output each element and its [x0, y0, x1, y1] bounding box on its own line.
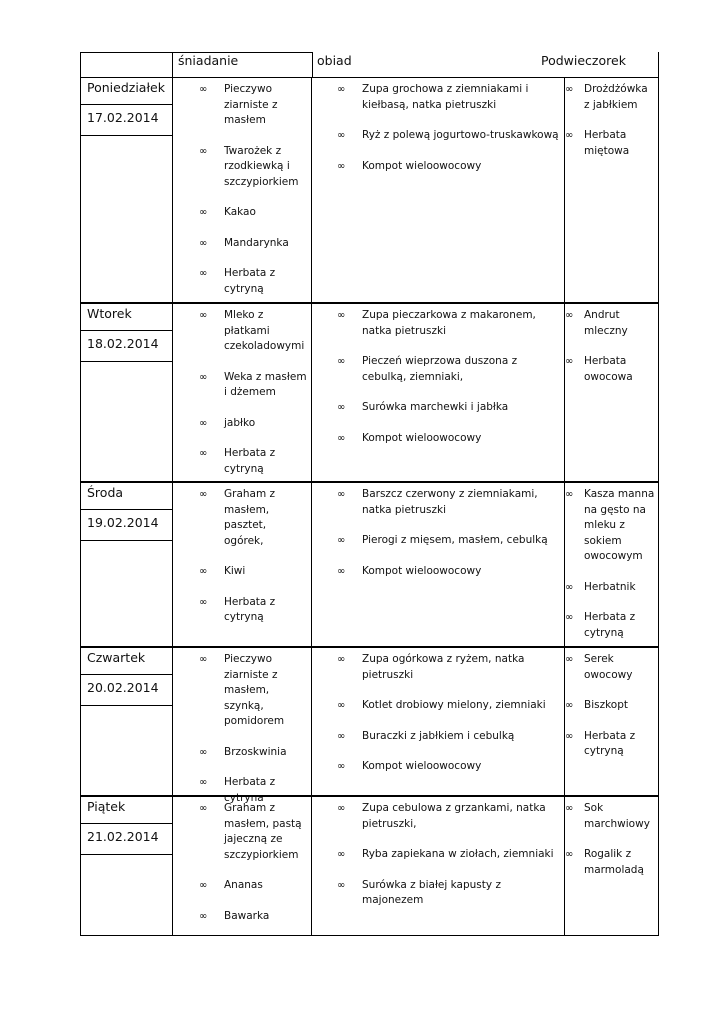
item-text: Herbata miętowa [584, 129, 630, 157]
infinity-bullet-icon: ∞ [565, 803, 574, 814]
item-text: jabłko [224, 416, 256, 429]
infinity-bullet-icon: ∞ [199, 145, 208, 157]
breakfast-list [173, 78, 311, 297]
weekly-menu-table [80, 52, 659, 936]
infinity-bullet-icon: ∞ [337, 130, 346, 141]
item-text: Biszkopt [584, 699, 629, 711]
list-item [311, 652, 564, 683]
lunch-list [311, 78, 564, 174]
item-text: Mleko z płatkami czekoladowymi [224, 309, 305, 352]
infinity-bullet-icon: ∞ [337, 160, 346, 172]
infinity-bullet-icon: ∞ [337, 654, 346, 665]
list-item [173, 595, 311, 626]
infinity-bullet-icon: ∞ [565, 356, 574, 367]
list-item [311, 759, 564, 775]
list-item [173, 487, 311, 549]
list-item [311, 487, 564, 518]
infinity-bullet-icon: ∞ [565, 489, 574, 500]
list-item [311, 847, 564, 863]
infinity-bullet-icon: ∞ [565, 581, 574, 593]
item-text: Herbata owocowa [584, 355, 633, 383]
item-text: Kompot wieloowocowy [362, 159, 482, 172]
breakfast-cell [172, 483, 312, 646]
infinity-bullet-icon: ∞ [199, 566, 208, 577]
list-item [311, 533, 564, 549]
item-text: Herbata z cytryną [224, 267, 276, 295]
item-text: Sok marchwiowy [584, 802, 650, 830]
list-item [311, 564, 564, 580]
item-text: Ryż z polewą jogurtowo-truskawkową [362, 129, 559, 141]
snack-cell [565, 483, 658, 646]
list-item [311, 159, 564, 175]
table-header-row [81, 52, 658, 77]
day-name: Czwartek [87, 650, 146, 665]
infinity-bullet-icon: ∞ [199, 237, 208, 249]
item-text: Ananas [224, 879, 263, 891]
day-cell [81, 797, 172, 935]
infinity-bullet-icon: ∞ [337, 489, 346, 500]
list-item [565, 354, 658, 385]
list-item [311, 82, 564, 113]
infinity-bullet-icon: ∞ [199, 371, 208, 383]
infinity-bullet-icon: ∞ [199, 489, 208, 500]
list-item [173, 801, 311, 863]
list-item [565, 610, 658, 641]
lunch-cell [311, 78, 565, 302]
list-item [311, 308, 564, 339]
item-text: Zupa cebulowa z grzankami, natka pietruszki, [362, 802, 546, 830]
list-item [173, 236, 311, 252]
infinity-bullet-icon: ∞ [337, 730, 346, 742]
item-text: Buraczki z jabłkiem i cebulką [362, 729, 515, 742]
list-item [311, 128, 564, 144]
date-box [81, 330, 172, 362]
header-empty-cell [81, 52, 172, 78]
item-text: Kompot wieloowocowy [362, 431, 482, 444]
list-item [565, 698, 658, 714]
item-text: Weka z masłem i dżemem [224, 370, 307, 398]
infinity-bullet-icon: ∞ [199, 746, 208, 758]
infinity-bullet-icon: ∞ [337, 761, 346, 772]
item-text: Kotlet drobiowy mielony, ziemniaki [362, 699, 546, 711]
infinity-bullet-icon: ∞ [199, 910, 208, 922]
item-text: Mandarynka [224, 236, 289, 249]
list-item [311, 400, 564, 416]
list-item [173, 144, 311, 191]
infinity-bullet-icon: ∞ [199, 268, 208, 279]
infinity-bullet-icon: ∞ [199, 803, 208, 814]
infinity-bullet-icon: ∞ [337, 565, 346, 577]
infinity-bullet-icon: ∞ [337, 879, 346, 891]
list-item [173, 652, 311, 730]
infinity-bullet-icon: ∞ [199, 880, 208, 891]
list-item [173, 308, 311, 355]
item-text: Herbata z cytryną [584, 729, 636, 757]
snack-list [565, 304, 658, 385]
infinity-bullet-icon: ∞ [199, 310, 208, 321]
item-text: Herbatnik [584, 580, 636, 593]
lunch-list [311, 304, 564, 446]
infinity-bullet-icon: ∞ [337, 84, 346, 95]
item-text: Barszcz czerwony z ziemniakami, natka pietruszki [362, 488, 538, 516]
infinity-bullet-icon: ∞ [199, 84, 208, 95]
day-name: Piątek [87, 799, 126, 814]
item-text: Herbata z cytryną [584, 611, 636, 639]
day-name: Środa [87, 485, 124, 500]
infinity-bullet-icon: ∞ [565, 849, 574, 860]
snack-list [565, 648, 658, 760]
item-text: Herbata z cytryna [224, 776, 276, 804]
snack-cell [565, 78, 658, 302]
infinity-bullet-icon: ∞ [337, 535, 346, 546]
item-text: Twarożek z rzodkiewką i szczypiorkiem [224, 144, 299, 188]
day-row [81, 481, 658, 646]
item-text: Drożdżówka z jabłkiem [584, 83, 648, 111]
item-text: Pieczywo ziarniste z masłem, szynką, pomidorem [224, 653, 285, 727]
infinity-bullet-icon: ∞ [565, 130, 574, 141]
header-breakfast: śniadanie [178, 53, 239, 68]
item-text: Zupa pieczarkowa z makaronem, natka pietruszki [362, 309, 536, 337]
day-name: Poniedziałek [87, 80, 165, 95]
list-item [565, 82, 658, 113]
infinity-bullet-icon: ∞ [199, 596, 208, 608]
item-text: Zupa ogórkowa z ryżem, natka pietruszki [362, 653, 525, 681]
lunch-cell [311, 304, 565, 481]
item-text: Pierogi z mięsem, masłem, cebulką [362, 534, 548, 546]
list-item [565, 308, 658, 339]
list-item [173, 564, 311, 580]
date-box [81, 674, 172, 706]
item-text: Bawarka [224, 909, 270, 922]
infinity-bullet-icon: ∞ [565, 612, 574, 623]
day-row [81, 646, 658, 804]
item-text: Surówka z białej kapusty z majonezem [362, 878, 501, 906]
list-item [311, 431, 564, 447]
day-name: Wtorek [87, 306, 132, 321]
item-text: Pieczeń wieprzowa duszona z cebulką, ziemniaki, [362, 355, 518, 383]
day-row [81, 302, 658, 481]
item-text: Kakao [224, 206, 256, 218]
infinity-bullet-icon: ∞ [337, 849, 346, 860]
date-box [81, 509, 172, 541]
infinity-bullet-icon: ∞ [565, 84, 574, 95]
lunch-list [311, 483, 564, 579]
list-item [311, 354, 564, 385]
list-item [565, 652, 658, 683]
lunch-cell [311, 483, 565, 646]
day-date: 18.02.2014 [87, 336, 159, 351]
date-box [81, 823, 172, 855]
list-item [311, 878, 564, 909]
item-text: Kasza manna na gęsto na mleku z sokiem owocowym [584, 488, 655, 562]
list-item [565, 847, 658, 878]
day-row [81, 795, 658, 935]
infinity-bullet-icon: ∞ [337, 310, 346, 321]
breakfast-list [173, 797, 311, 924]
day-date: 17.02.2014 [87, 110, 159, 125]
infinity-bullet-icon: ∞ [337, 432, 346, 444]
list-item [173, 745, 311, 761]
item-text: Serek owocowy [584, 653, 633, 681]
infinity-bullet-icon: ∞ [199, 207, 208, 218]
day-date: 20.02.2014 [87, 680, 159, 695]
breakfast-cell [172, 304, 312, 481]
item-text: Zupa grochowa z ziemniakami i kiełbasą, natka pietruszki [362, 83, 529, 111]
item-text: Herbata z cytryną [224, 447, 276, 475]
list-item [565, 729, 658, 760]
snack-cell [565, 304, 658, 481]
day-date: 21.02.2014 [87, 829, 159, 844]
breakfast-cell [172, 797, 312, 935]
item-text: Rogalik z marmoladą [584, 848, 644, 876]
infinity-bullet-icon: ∞ [199, 654, 208, 665]
header-snack: Podwieczorek [541, 53, 626, 68]
lunch-list [311, 648, 564, 775]
infinity-bullet-icon: ∞ [337, 356, 346, 367]
item-text: Kompot wieloowocowy [362, 564, 482, 577]
day-cell [81, 483, 172, 646]
breakfast-list [173, 483, 311, 626]
snack-cell [565, 797, 658, 935]
infinity-bullet-icon: ∞ [337, 402, 346, 413]
date-box [81, 104, 172, 136]
item-text: Herbata z cytryną [224, 595, 276, 623]
list-item [173, 909, 311, 925]
lunch-list [311, 797, 564, 909]
item-text: Graham z masłem, pastą jajeczną ze szczypiorkiem [224, 802, 302, 861]
item-text: Brzoskwinia [224, 745, 287, 758]
list-item [311, 801, 564, 832]
list-item [311, 698, 564, 714]
infinity-bullet-icon: ∞ [337, 803, 346, 814]
item-text: Pieczywo ziarniste z masłem [224, 83, 278, 126]
breakfast-cell [172, 78, 312, 302]
list-item [311, 729, 564, 745]
list-item [173, 205, 311, 221]
breakfast-list [173, 648, 311, 806]
snack-list [565, 78, 658, 159]
day-row [81, 77, 658, 302]
list-item [173, 446, 311, 477]
infinity-bullet-icon: ∞ [565, 730, 574, 742]
infinity-bullet-icon: ∞ [565, 654, 574, 665]
item-text: Surówka marchewki i jabłka [362, 401, 509, 413]
infinity-bullet-icon: ∞ [565, 310, 574, 321]
list-item [565, 580, 658, 596]
list-item [173, 416, 311, 432]
list-item [173, 370, 311, 401]
list-item [565, 801, 658, 832]
list-item [173, 878, 311, 894]
item-text: Kiwi [224, 565, 246, 577]
header-lunch: obiad [317, 53, 352, 68]
snack-list [565, 797, 658, 878]
list-item [173, 82, 311, 129]
day-date: 19.02.2014 [87, 515, 159, 530]
lunch-cell [311, 797, 565, 935]
day-cell [81, 304, 172, 481]
item-text: Graham z masłem, pasztet, ogórek, [224, 488, 276, 547]
infinity-bullet-icon: ∞ [565, 700, 574, 711]
breakfast-list [173, 304, 311, 477]
infinity-bullet-icon: ∞ [337, 700, 346, 711]
item-text: Kompot wieloowocowy [362, 760, 482, 772]
day-cell [81, 648, 172, 795]
day-cell [81, 78, 172, 302]
item-text: Andrut mleczny [584, 309, 628, 337]
days-container [81, 77, 658, 935]
infinity-bullet-icon: ∞ [199, 417, 208, 429]
snack-list [565, 483, 658, 641]
lunch-cell [311, 648, 565, 795]
breakfast-cell [172, 648, 312, 804]
list-item [173, 266, 311, 297]
infinity-bullet-icon: ∞ [199, 448, 208, 459]
snack-cell [565, 648, 658, 795]
list-item [565, 128, 658, 159]
item-text: Ryba zapiekana w ziołach, ziemniaki [362, 848, 554, 860]
infinity-bullet-icon: ∞ [199, 777, 208, 788]
list-item [565, 487, 658, 565]
